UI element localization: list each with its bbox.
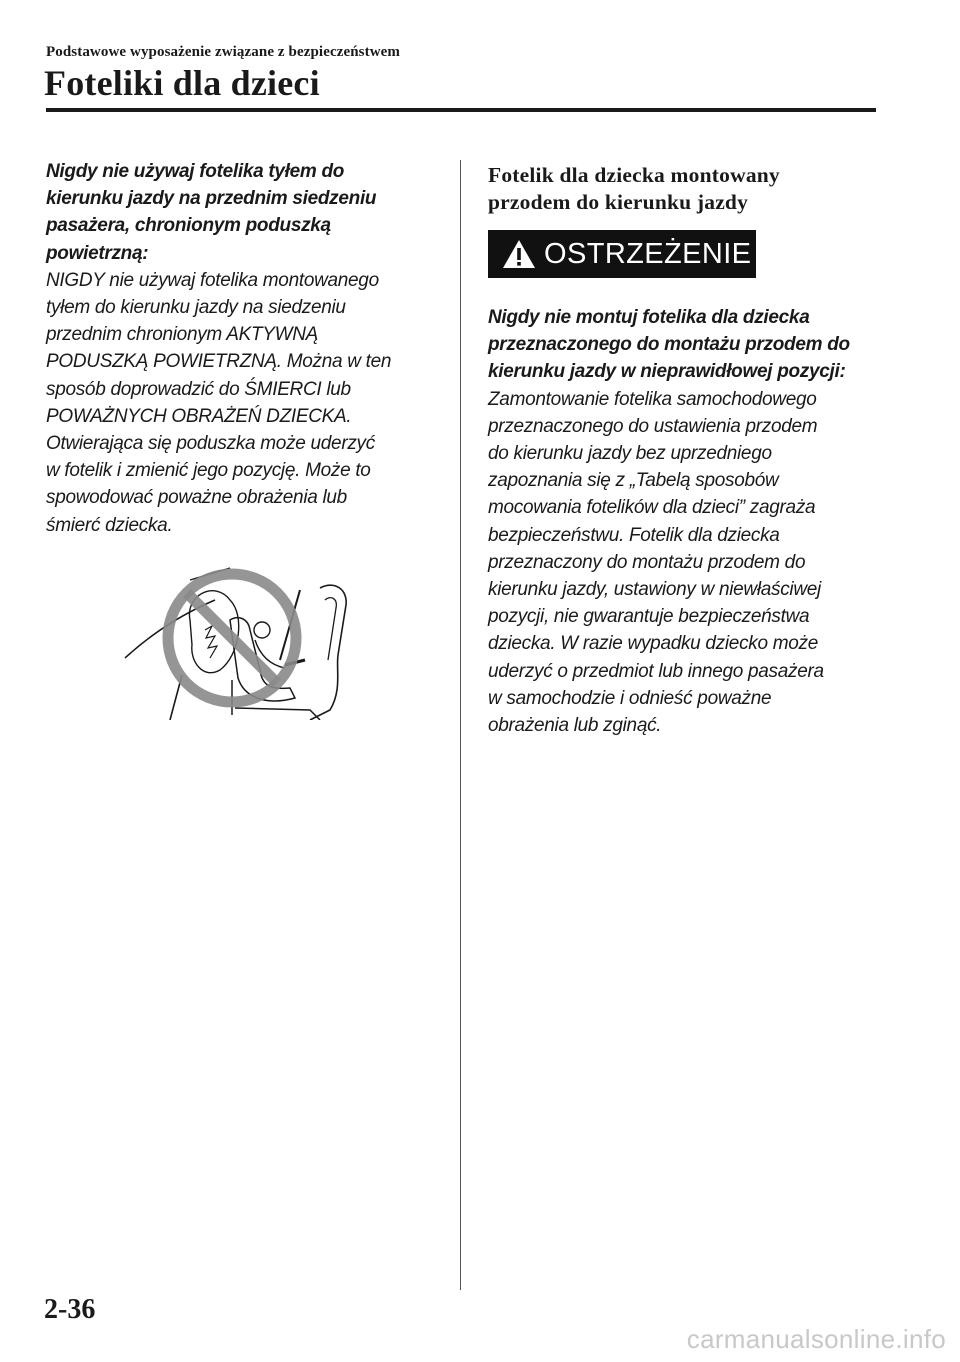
section-heading — [488, 162, 878, 216]
text-line: przeznaczonego do montażu przodem do — [488, 334, 850, 356]
text-line: przednim chronionym AKTYWNĄ — [46, 324, 319, 346]
warning-badge — [488, 230, 756, 278]
text-line: pozycji, nie gwarantuje bezpieczeństwa — [488, 606, 810, 628]
right-column — [488, 162, 878, 739]
forward-facing-warning-heading — [488, 304, 878, 386]
heading-line: przodem do kierunku jazdy — [488, 190, 749, 214]
text-line: w samochodzie i odnieść poważne — [488, 687, 772, 709]
text-line: POWAŻNYCH OBRAŻEŃ DZIECKA. — [46, 405, 352, 427]
text-line: kierunku jazdy w nieprawidłowej pozycji: — [488, 361, 846, 383]
text-line: dziecka. W razie wypadku dziecko może — [488, 633, 818, 655]
text-line: zapoznania się z „Tabelą sposobów — [488, 470, 779, 492]
forward-facing-warning — [488, 304, 878, 739]
header-rule — [46, 108, 876, 112]
running-header-section: Podstawowe wyposażenie związane z bezpieczeństwem — [46, 44, 400, 60]
warning-label: OSTRZEŻENIE — [544, 238, 752, 270]
text-line: przeznaczonego do ustawienia przodem — [488, 415, 818, 437]
text-line: kierunku jazdy na przednim siedzeniu — [46, 188, 377, 210]
exclamation-triangle-icon — [502, 239, 536, 269]
forward-facing-warning-body — [488, 386, 878, 740]
rear-facing-warning-body — [46, 267, 441, 539]
text-line: Otwierająca się poduszka może uderzyć — [46, 433, 375, 455]
text-line: PODUSZKĄ POWIETRZNĄ. Można w ten — [46, 351, 392, 373]
text-line: sposób doprowadzić do ŚMIERCI lub — [46, 378, 351, 400]
text-line: Nigdy nie montuj fotelika dla dziecka — [488, 307, 810, 328]
left-column — [46, 158, 441, 539]
watermark: carmanualsonline.info — [686, 1324, 946, 1354]
text-line: bezpieczeństwu. Fotelik dla dziecka — [488, 524, 780, 546]
text-line: śmierć dziecka. — [46, 514, 173, 536]
text-line: obrażenia lub zginąć. — [488, 715, 662, 737]
text-line: przeznaczony do montażu przodem do — [488, 551, 806, 573]
text-line: w fotelik i zmienić jego pozycję. Może to — [46, 460, 371, 482]
column-divider — [460, 160, 461, 1290]
text-line: pasażera, chronionym poduszką — [46, 215, 331, 237]
no-rear-facing-seat-airbag-icon — [120, 560, 360, 720]
text-line: Nigdy nie używaj fotelika tyłem do — [46, 161, 345, 182]
page-number: 2-36 — [44, 1294, 96, 1325]
text-line: NIGDY nie używaj fotelika montowanego — [46, 269, 379, 291]
page-title: Foteliki dla dzieci — [44, 63, 320, 103]
text-line: Zamontowanie fotelika samochodowego — [488, 388, 817, 410]
text-line: spowodować poważne obrażenia lub — [46, 487, 347, 509]
heading-line: Fotelik dla dziecka montowany — [488, 163, 780, 187]
text-line: kierunku jazdy, ustawiony w niewłaściwej — [488, 579, 821, 601]
text-line: do kierunku jazdy bez uprzedniego — [488, 443, 772, 465]
rear-facing-warning-heading — [46, 158, 441, 267]
text-line: uderzyć o przedmiot lub innego pasażera — [488, 660, 824, 682]
text-line: mocowania fotelików dla dzieci” zagraża — [488, 497, 816, 519]
text-line: tyłem do kierunku jazdy na siedzeniu — [46, 297, 346, 319]
text-line: powietrzną: — [46, 242, 149, 264]
